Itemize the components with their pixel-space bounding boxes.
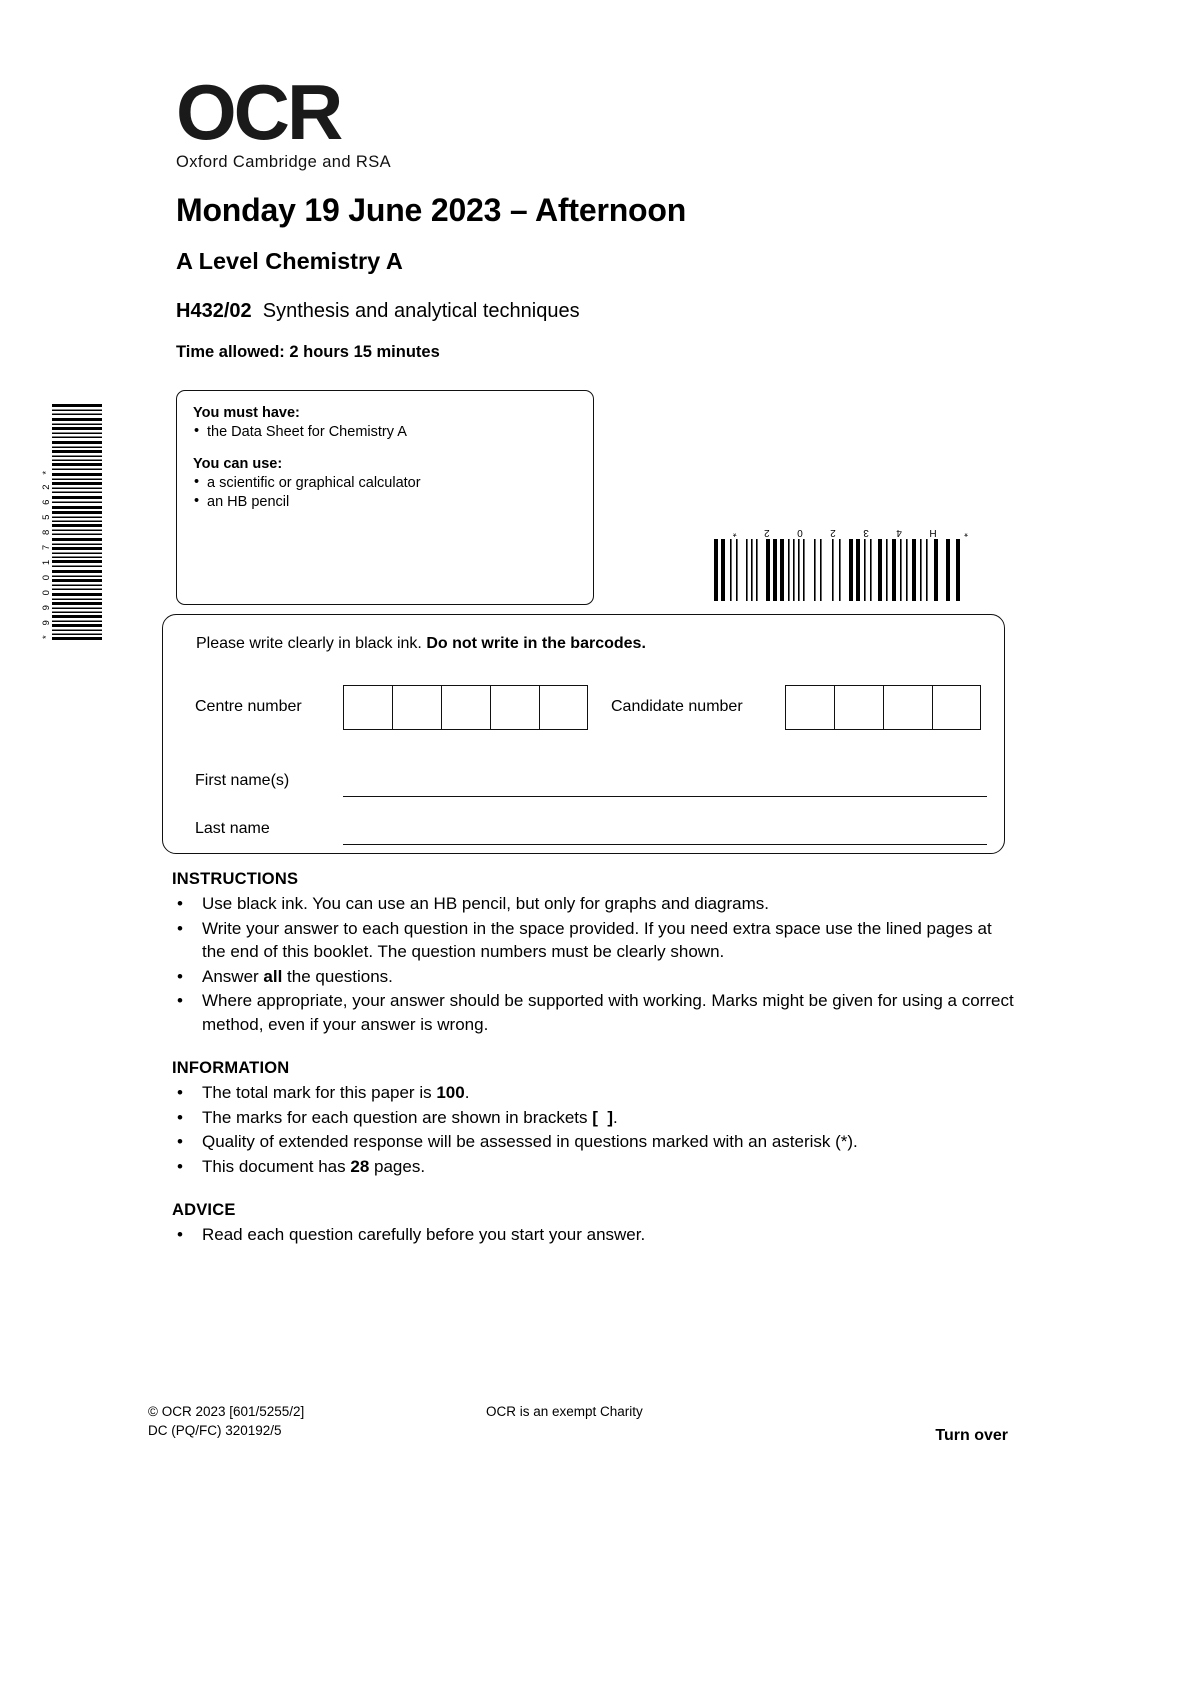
- footer-left: [148, 1402, 304, 1440]
- copyright-line: © OCR 2023 [601/5255/2]: [148, 1404, 305, 1419]
- can-use-item: [193, 493, 577, 512]
- must-have-title: You must have:: [193, 405, 300, 421]
- notices-sections: [172, 870, 1017, 1248]
- instructions-item: [172, 892, 1017, 916]
- candidate-number-input[interactable]: [785, 685, 981, 730]
- ocr-logo: [176, 68, 436, 172]
- candidate-number-cell[interactable]: [932, 685, 981, 730]
- bullet-icon: •: [177, 1083, 183, 1102]
- can-use-item-label: a scientific or graphical calculator: [207, 475, 421, 491]
- candidate-number-cell[interactable]: [883, 685, 932, 730]
- last-name-label: Last name: [195, 820, 270, 837]
- materials-box: [176, 390, 594, 605]
- bullet-icon: •: [194, 474, 200, 490]
- paper-code-barcode: [706, 525, 974, 605]
- centre-number-cell[interactable]: [441, 685, 490, 730]
- must-have-item: [193, 423, 577, 442]
- centre-number-label: Centre number: [195, 698, 302, 715]
- information-item-text: This document has 28 pages.: [202, 1156, 426, 1176]
- advice-title: ADVICE: [172, 1201, 236, 1219]
- candidate-number-cell[interactable]: [834, 685, 883, 730]
- can-use-title: You can use:: [193, 456, 283, 472]
- can-use-item: [193, 474, 577, 493]
- centre-number-input[interactable]: [343, 685, 588, 730]
- paper-code-barcode-bars: [706, 539, 974, 601]
- doc-code-line: DC (PQ/FC) 320192/5: [148, 1423, 282, 1438]
- turn-over-note: Turn over: [935, 1427, 1008, 1444]
- information-title: INFORMATION: [172, 1059, 290, 1077]
- ocr-logo-mark: OCR: [176, 68, 341, 156]
- ocr-logo-subtitle: Oxford Cambridge and RSA: [176, 153, 392, 171]
- last-name-input[interactable]: [343, 844, 987, 845]
- qualification-title: A Level Chemistry A: [176, 248, 403, 274]
- instructions-item-text: Answer all the questions.: [202, 966, 393, 986]
- left-barcode-text: *9900178562*: [41, 461, 52, 639]
- paper-title: Synthesis and analytical techniques: [262, 300, 580, 322]
- bullet-icon: •: [177, 894, 183, 913]
- write-clearly-note-bold: Do not write in the barcodes.: [426, 635, 646, 652]
- centre-number-cell[interactable]: [539, 685, 588, 730]
- information-item: [172, 1106, 1017, 1130]
- write-clearly-note-plain: Please write clearly in black ink.: [196, 635, 427, 652]
- instructions-item: [172, 989, 1017, 1036]
- paper-code-barcode-text: *H43202*: [705, 527, 968, 538]
- time-allowed: Time allowed: 2 hours 15 minutes: [176, 343, 440, 361]
- left-barcode-bars: [52, 400, 102, 640]
- information-item-text: The marks for each question are shown in brackets [ ].: [202, 1107, 618, 1127]
- information-item-text: Quality of extended response will be assessed in questions marked with an asterisk (*).: [202, 1132, 858, 1151]
- must-have-item-label: the Data Sheet for Chemistry A: [207, 424, 407, 440]
- bullet-icon: •: [177, 1225, 183, 1244]
- information-item: [172, 1081, 1017, 1105]
- bullet-icon: •: [177, 918, 183, 938]
- candidate-number-cell[interactable]: [785, 685, 834, 730]
- advice-item-text: Read each question carefully before you start your answer.: [202, 1225, 646, 1244]
- information-item-text: The total mark for this paper is 100.: [202, 1083, 470, 1102]
- candidate-number-label: Candidate number: [611, 698, 743, 715]
- can-use-item-label: an HB pencil: [207, 494, 290, 510]
- instructions-item: [172, 965, 1017, 989]
- candidate-details-box: [162, 614, 1005, 854]
- instructions-title: INSTRUCTIONS: [172, 870, 299, 888]
- paper-code: H432/02: [176, 300, 252, 322]
- first-name-input[interactable]: [343, 796, 987, 797]
- instructions-item-text: Write your answer to each question in the space provided. If you need extra space use the lined pages at the end of this booklet. The question numbers must be clearly shown.: [202, 918, 992, 961]
- instructions-item-text: Where appropriate, your answer should be supported with working. Marks might be given for using a correct method, even if your answer is wrong.: [202, 991, 1014, 1034]
- bullet-icon: •: [177, 991, 183, 1010]
- exam-date-session: Monday 19 June 2023 – Afternoon: [176, 192, 687, 228]
- charity-note: OCR is an exempt Charity: [486, 1404, 643, 1419]
- bullet-icon: •: [177, 1156, 183, 1176]
- centre-number-cell[interactable]: [392, 685, 441, 730]
- instructions-item: [172, 917, 1017, 964]
- write-clearly-note: [196, 635, 646, 653]
- first-name-label: First name(s): [195, 772, 290, 789]
- bullet-icon: •: [177, 1132, 183, 1151]
- advice-item: [172, 1223, 1017, 1247]
- instructions-item-text: Use black ink. You can use an HB pencil, but only for graphs and diagrams.: [202, 894, 770, 913]
- centre-number-cell[interactable]: [343, 685, 392, 730]
- information-item: [172, 1155, 1017, 1179]
- centre-number-cell[interactable]: [490, 685, 539, 730]
- paper-code-and-title: [176, 300, 580, 323]
- left-vertical-barcode: [38, 400, 102, 640]
- information-item: [172, 1130, 1017, 1154]
- bullet-icon: •: [194, 423, 200, 439]
- bullet-icon: •: [194, 493, 200, 509]
- bullet-icon: •: [177, 1107, 183, 1127]
- bullet-icon: •: [177, 966, 183, 986]
